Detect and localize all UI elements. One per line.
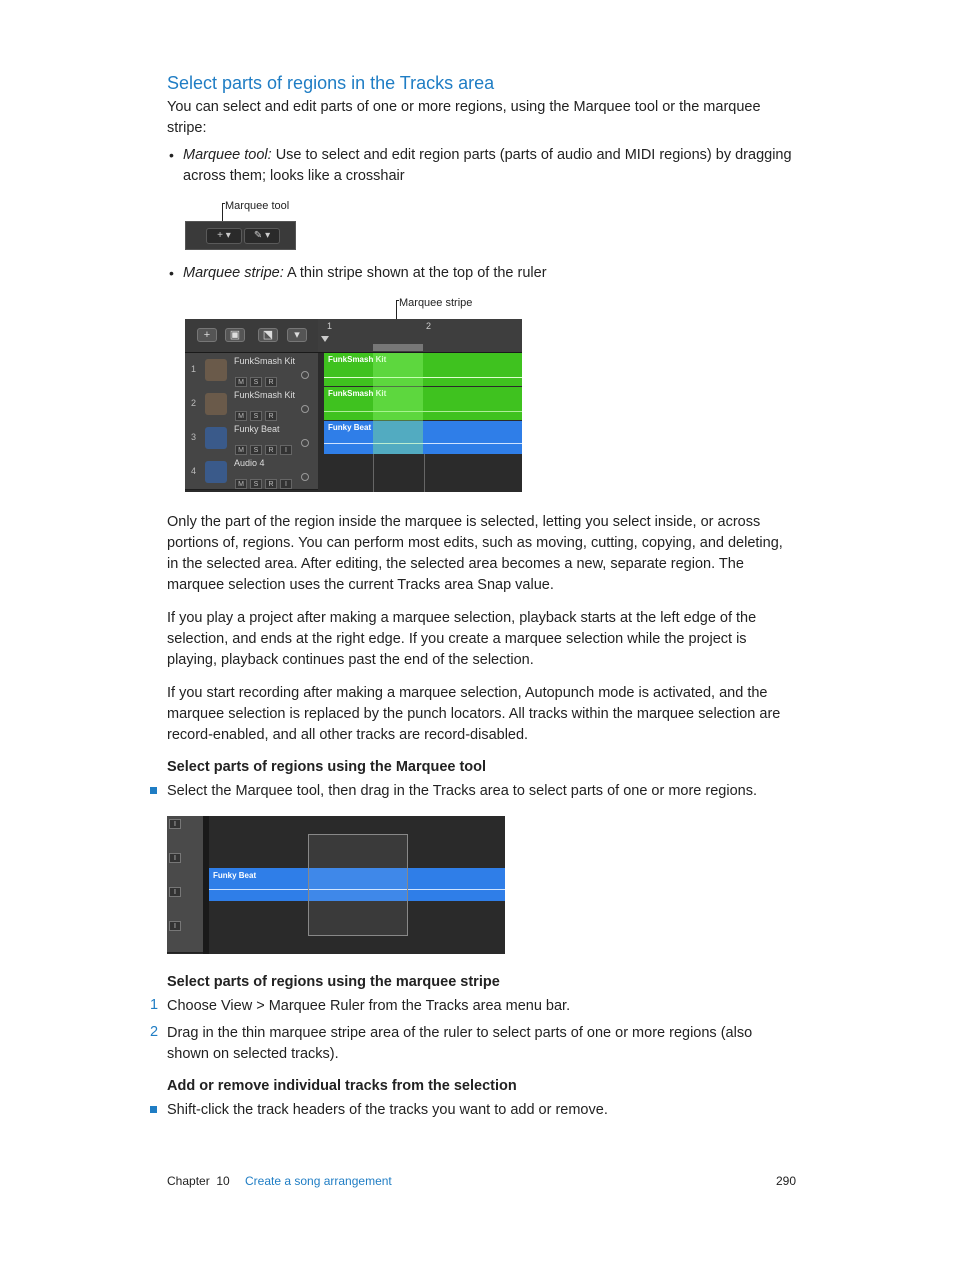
- marquee-selection-edge: [373, 454, 425, 492]
- playhead-icon[interactable]: [321, 336, 329, 342]
- region-label: FunkSmash Kit: [328, 355, 387, 364]
- footer-chapter-label: Chapter: [167, 1174, 210, 1188]
- solo-button[interactable]: S: [250, 411, 262, 421]
- input-monitor-button[interactable]: I: [169, 819, 181, 829]
- paragraph-2: [167, 608, 756, 671]
- tracks-area: [185, 319, 522, 492]
- paragraph-line: marquee selection is replaced by the punch locators. All tracks within the marquee selection are: [167, 706, 781, 722]
- bullet-term: Marquee tool:: [183, 147, 272, 163]
- solo-button[interactable]: S: [250, 377, 262, 387]
- record-button[interactable]: R: [265, 479, 277, 489]
- track-header[interactable]: [167, 816, 203, 851]
- bullet-marquee-tool: [183, 145, 792, 166]
- track-name: Audio 4: [234, 458, 265, 468]
- footer-chapter-link[interactable]: Create a song arrangement: [245, 1174, 392, 1188]
- region[interactable]: [324, 387, 522, 420]
- pencil-icon: ✎: [253, 230, 263, 241]
- input-monitor-button[interactable]: I: [169, 921, 181, 931]
- footer-chapter: [167, 1174, 230, 1188]
- input-monitor-button[interactable]: I: [280, 479, 292, 489]
- marquee-stripe-callout: Marquee stripe: [399, 297, 473, 309]
- paragraph-line: record-enabled, and all other tracks are record-disabled.: [167, 727, 529, 743]
- paragraph-line: playing, playback continues past the end of the selection.: [167, 652, 534, 668]
- track-name: FunkSmash Kit: [234, 390, 296, 400]
- waveform-icon: [205, 427, 227, 449]
- track-number: 4: [191, 466, 197, 476]
- section-title: Select parts of regions in the Tracks area: [167, 73, 495, 93]
- marquee-tool-button[interactable]: [206, 228, 242, 244]
- region[interactable]: [324, 421, 522, 454]
- volume-knob[interactable]: [301, 473, 309, 481]
- callout-tick: [396, 300, 399, 301]
- step-number: 2: [150, 1024, 159, 1040]
- task-heading: Select parts of regions using the marquee stripe: [167, 974, 500, 990]
- paragraph-line: If you play a project after making a marquee selection, playback starts at the left edge of the: [167, 610, 757, 626]
- bullet-square-icon: [150, 787, 157, 794]
- drum-kit-icon: [205, 393, 227, 415]
- page-number: 290: [776, 1174, 797, 1188]
- paragraph-line: portions of, regions. You can perform most edits, such as moving, cutting, copying, and deleting,: [167, 535, 783, 551]
- track-header[interactable]: [185, 421, 318, 456]
- input-monitor-button[interactable]: I: [169, 887, 181, 897]
- chevron-down-icon: ▾: [225, 230, 231, 241]
- mute-button[interactable]: M: [235, 377, 247, 387]
- track-number: 3: [191, 432, 197, 442]
- bullet-square-icon: [150, 1106, 157, 1113]
- drum-kit-icon: [205, 359, 227, 381]
- intro-line-2: stripe:: [167, 120, 207, 136]
- tracks-area-marquee-tool: [167, 816, 505, 954]
- region-label: Funky Beat: [328, 423, 372, 432]
- marquee-stripe[interactable]: [373, 344, 423, 351]
- track-number: 1: [191, 364, 197, 374]
- task-heading: Add or remove individual tracks from the selection: [167, 1078, 517, 1094]
- paragraph-line: selection, and ends at the right edge. If you create a marquee selection while the project is: [167, 631, 747, 647]
- track-header[interactable]: [167, 850, 203, 885]
- footer-chapter-number: 10: [216, 1174, 230, 1188]
- menu-button[interactable]: ▾: [287, 328, 307, 342]
- crosshair-icon: +: [217, 230, 224, 241]
- pencil-tool-button[interactable]: [244, 228, 280, 244]
- region-midi-line: [324, 377, 522, 378]
- solo-button[interactable]: S: [250, 479, 262, 489]
- track-number: 2: [191, 398, 197, 408]
- bullet-marquee-tool-line2: across them; looks like a crosshair: [183, 168, 405, 184]
- volume-knob[interactable]: [301, 405, 309, 413]
- region-label: FunkSmash Kit: [328, 389, 387, 398]
- bullet-dot: •: [169, 147, 174, 163]
- track-header[interactable]: [185, 387, 318, 422]
- marquee-tool-callout: Marquee tool: [225, 200, 290, 212]
- tracks-header-bar: [185, 319, 318, 353]
- paragraph-line: marquee selection uses the current Tracks area Snap value.: [167, 577, 554, 593]
- step-number: 1: [150, 997, 159, 1013]
- task-step: Select the Marquee tool, then drag in the Tracks area to select parts of one or more regions.: [167, 783, 757, 799]
- input-monitor-button[interactable]: I: [169, 853, 181, 863]
- bullet-text: A thin stripe shown at the top of the ruler: [283, 265, 547, 281]
- paragraph-line: If you start recording after making a marquee selection, Autopunch mode is activated, and the: [167, 685, 768, 701]
- marquee-selection[interactable]: [308, 834, 408, 936]
- record-button[interactable]: R: [265, 445, 277, 455]
- tool-menu-bar: [185, 221, 296, 250]
- bullet-dot: •: [169, 265, 174, 281]
- step-text: Drag in the thin marquee stripe area of the ruler to select parts of one or more regions (also: [167, 1025, 753, 1041]
- region-midi-line: [324, 411, 522, 412]
- task-step: Shift-click the track headers of the tracks you want to add or remove.: [167, 1102, 608, 1118]
- ruler-bar-1: 1: [327, 321, 333, 331]
- solo-button[interactable]: S: [250, 445, 262, 455]
- track-header[interactable]: [167, 918, 203, 953]
- track-header[interactable]: [185, 455, 318, 490]
- ruler-bar-2: 2: [426, 321, 432, 331]
- marquee-selection[interactable]: [373, 353, 423, 454]
- volume-knob[interactable]: [301, 439, 309, 447]
- bullet-term: Marquee stripe:: [183, 265, 284, 281]
- intro-line-1: You can select and edit parts of one or more regions, using the Marquee tool or the marquee: [167, 99, 761, 115]
- step-text-line2: shown on selected tracks).: [167, 1046, 339, 1062]
- volume-knob[interactable]: [301, 371, 309, 379]
- step-text: Choose View > Marquee Ruler from the Tracks area menu bar.: [167, 998, 571, 1014]
- task-heading: Select parts of regions using the Marquee tool: [167, 759, 487, 775]
- track-header[interactable]: [185, 353, 318, 388]
- catch-button[interactable]: ⬔: [258, 328, 278, 342]
- bullet-text: Use to select and edit region parts (parts of audio and MIDI regions) by dragging: [271, 147, 792, 163]
- paragraph-line: in the selected area. After editing, the selected area becomes a new, separate region. The: [167, 556, 744, 572]
- callout-tick: [222, 203, 225, 204]
- chevron-down-icon: ▾: [265, 230, 271, 241]
- mute-button[interactable]: M: [235, 445, 247, 455]
- input-monitor-button[interactable]: I: [280, 445, 292, 455]
- paragraph-line: Only the part of the region inside the marquee is selected, letting you select inside, or across: [167, 514, 761, 530]
- add-track-button[interactable]: +: [197, 328, 217, 342]
- region-label: Funky Beat: [213, 871, 257, 880]
- record-button[interactable]: R: [265, 377, 277, 387]
- ruler[interactable]: [318, 319, 522, 353]
- track-name: FunkSmash Kit: [234, 356, 296, 366]
- region[interactable]: [324, 353, 522, 386]
- paragraph-1: [167, 512, 783, 596]
- bullet-marquee-stripe: [183, 263, 547, 284]
- track-header[interactable]: [167, 884, 203, 919]
- region-waveform: [324, 443, 522, 444]
- mute-button[interactable]: M: [235, 411, 247, 421]
- track-name: Funky Beat: [234, 424, 280, 434]
- folder-button[interactable]: ▣: [225, 328, 245, 342]
- waveform-icon: [205, 461, 227, 483]
- record-button[interactable]: R: [265, 411, 277, 421]
- paragraph-3: [167, 683, 780, 746]
- mute-button[interactable]: M: [235, 479, 247, 489]
